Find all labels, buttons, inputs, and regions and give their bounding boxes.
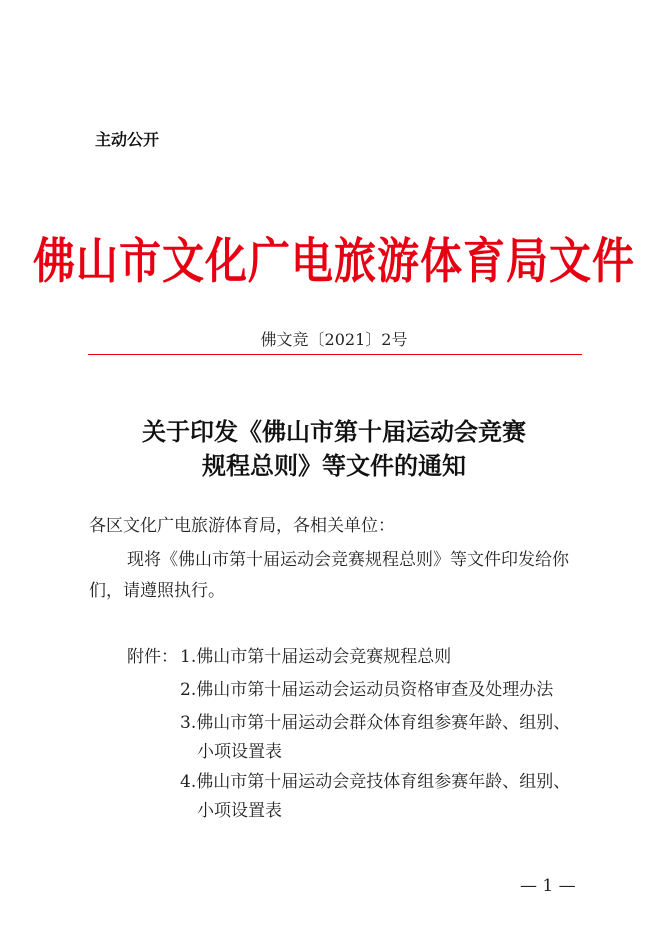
notice-title-line-1: 关于印发《佛山市第十届运动会竞赛	[142, 417, 526, 446]
notice-title	[0, 415, 668, 483]
attachments-label: 附件：	[127, 647, 178, 667]
paragraph-line-2: 们，请遵照执行。	[89, 581, 225, 601]
disclosure-label: 主动公开	[95, 130, 160, 149]
red-divider-line	[88, 354, 582, 355]
attachment-item-4-continued: 小项设置表	[197, 801, 282, 821]
document-number: 佛文竞〔2021〕2号	[260, 330, 408, 349]
attachment-item-2: 2.佛山市第十届运动会运动员资格审查及处理办法	[180, 680, 554, 700]
paragraph-line-1: 现将《佛山市第十届运动会竞赛规程总则》等文件印发给你	[127, 550, 569, 570]
attachment-item-3-continued: 小项设置表	[197, 742, 282, 762]
attachment-item-4: 4.佛山市第十届运动会竞技体育组参赛年龄、组别、	[180, 772, 571, 792]
notice-title-line-2: 规程总则》等文件的通知	[202, 451, 466, 480]
attachment-item-1: 1.佛山市第十届运动会竞赛规程总则	[180, 647, 452, 667]
attachment-item-3: 3.佛山市第十届运动会群众体育组参赛年龄、组别、	[180, 713, 571, 733]
salutation: 各区文化广电旅游体育局，各相关单位：	[89, 516, 395, 536]
masthead-title: 佛山市文化广电旅游体育局文件	[32, 232, 635, 290]
page-number: — 1 —	[520, 876, 576, 896]
